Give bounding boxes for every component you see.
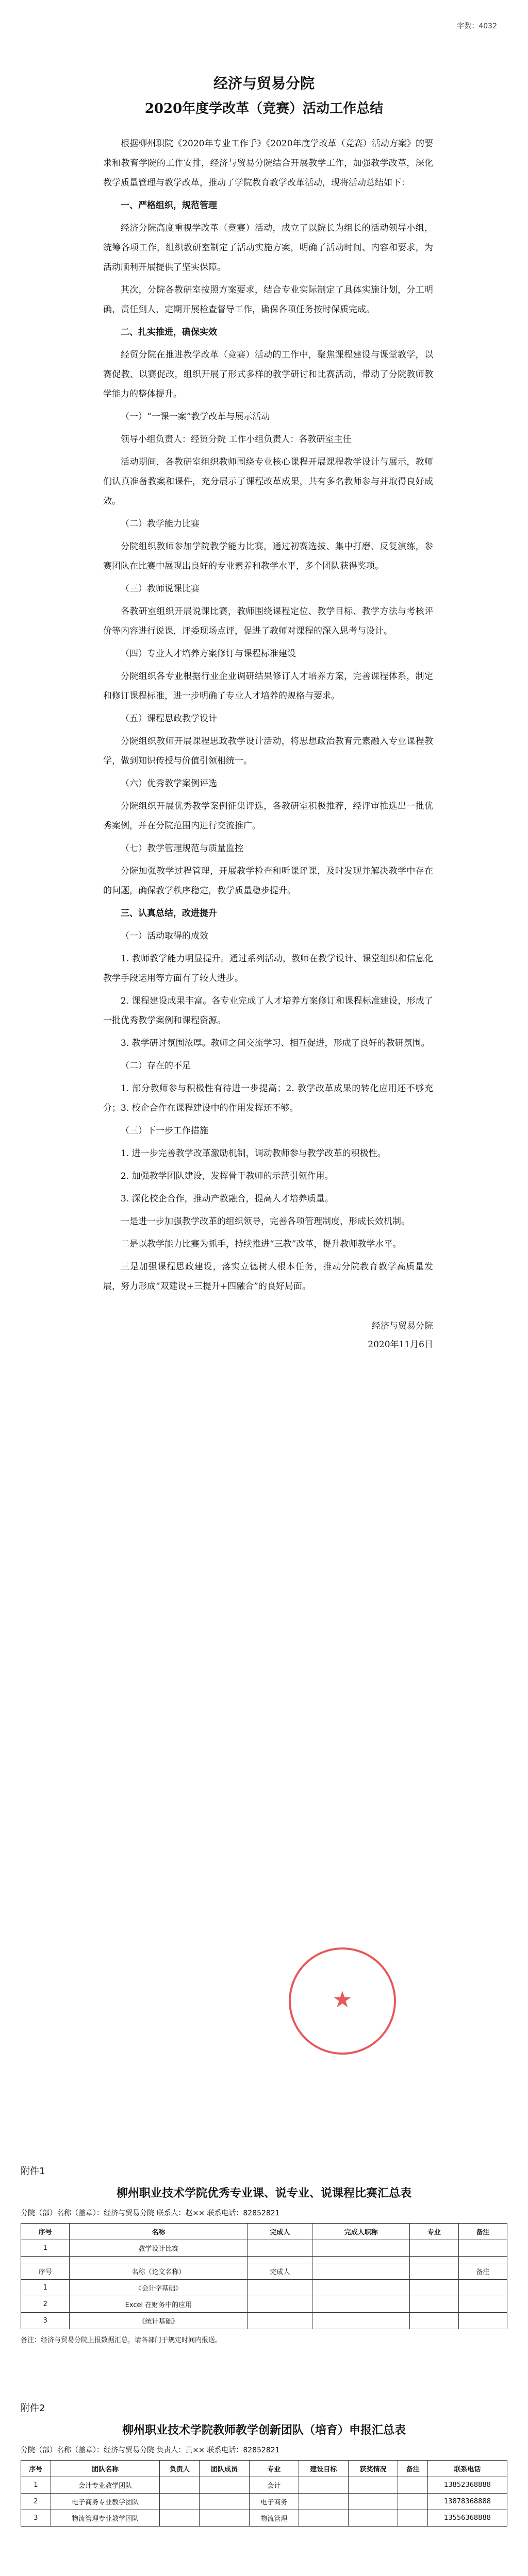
section-heading: 二、扎实推进，确保实效	[121, 327, 217, 337]
body-paragraph: 活动期间，各教研室组织教师围绕专业核心课程开展课程教学设计与展示，教师们认真准备教案和课件，充分展示了课程改革成果，共有多名教师参与并取得良好成效。	[103, 457, 433, 506]
table-cell	[312, 2280, 410, 2296]
body-paragraph: （四）专业人才培养方案修订与课程标准建设	[121, 649, 296, 659]
column-header: 备注	[398, 2461, 428, 2477]
table-row	[21, 2280, 507, 2296]
column-header: 名称	[70, 2224, 248, 2240]
table-cell: 3	[21, 2510, 51, 2527]
table-cell	[398, 2494, 428, 2510]
body-paragraph: 一是进一步加强教学改革的组织领导，完善各项管理制度，形成长效机制。	[121, 1216, 410, 1227]
table-cell: 13556368888	[428, 2510, 507, 2527]
summary-body	[103, 134, 433, 1354]
column-header: 获奖情况	[349, 2461, 398, 2477]
column-header: 完成人职称	[312, 2224, 410, 2240]
table-cell: 1	[21, 2280, 70, 2296]
table-row	[21, 2263, 507, 2280]
body-paragraph: 其次，分院各教研室按照方案要求，结合专业实际制定了具体实施计划，分工明确，责任到人，定期开展检查督导工作，确保各项任务按时保质完成。	[103, 285, 433, 315]
column-header: 负责人	[160, 2461, 200, 2477]
table-title: 柳州职业技术学院优秀专业课、说专业、说课程比赛汇总表	[116, 2187, 411, 2200]
body-paragraph: 2. 加强教学团队建设，发挥骨干教师的示范引领作用。	[121, 1171, 334, 1181]
column-header: 序号	[21, 2461, 51, 2477]
column-header: 团队成员	[200, 2461, 249, 2477]
table-cell: 会计	[249, 2477, 299, 2494]
table-cell	[299, 2477, 348, 2494]
table-cell	[200, 2477, 249, 2494]
table-row	[21, 2240, 507, 2257]
org-name: 经济与贸易分院	[213, 75, 315, 92]
table-cell: 物流管理专业教学团队	[51, 2510, 160, 2527]
column-header: 联系电话	[428, 2461, 507, 2477]
body-paragraph: （五）课程思政教学设计	[121, 714, 217, 724]
table-cell: 电子商务	[249, 2494, 299, 2510]
section-heading: 一、严格组织，规范管理	[121, 200, 217, 211]
document-title: 2020年度学改革（竞赛）活动工作总结	[144, 101, 384, 116]
table-row	[21, 2296, 507, 2313]
table-cell: 13878368888	[428, 2494, 507, 2510]
official-seal	[289, 1947, 396, 2055]
body-paragraph: 分院组织开展优秀教学案例征集评选，各教研室积极推荐，经评审推选出一批优秀案例，并在分院范围内进行交流推广。	[103, 801, 433, 831]
attachment-section	[21, 2164, 507, 2344]
table-cell: 名称（论文名称）	[70, 2263, 248, 2280]
table-cell	[458, 2313, 507, 2329]
table-meta: 分院（部）名称（盖章）：经济与贸易分院 联系人：赵×× 联系电话：82852821	[21, 2209, 280, 2217]
table-cell	[410, 2313, 458, 2329]
word-count-mark: 字数：4032	[457, 22, 497, 30]
column-header: 专业	[249, 2461, 299, 2477]
body-paragraph: 经济分院高度重视学改革（竞赛）活动，成立了以院长为组长的活动领导小组，统筹各项工作，组织教研室制定了活动实施方案，明确了活动时间、内容和要求，为活动顺利开展提供了坚实保障。	[103, 223, 433, 273]
table-cell	[349, 2494, 398, 2510]
body-paragraph: 3. 深化校企合作，推动产教融合，提高人才培养质量。	[121, 1194, 334, 1204]
table-cell: 《统计基础》	[70, 2313, 248, 2329]
table-row	[21, 2510, 507, 2527]
body-paragraph: （三）下一步工作措施	[121, 1126, 208, 1136]
table-cell: 1	[21, 2477, 51, 2494]
table-cell	[398, 2510, 428, 2527]
table-row	[21, 2313, 507, 2329]
table-cell	[410, 2280, 458, 2296]
body-paragraph: （七）教学管理规范与质量监控	[121, 843, 243, 854]
body-paragraph: 分院加强教学过程管理，开展教学检查和听课评课，及时发现并解决教学中存在的问题，确保教学秩序稳定，教学质量稳步提升。	[103, 866, 433, 896]
table-cell	[248, 2296, 312, 2313]
column-header: 建设目标	[299, 2461, 348, 2477]
table-header-row	[21, 2224, 507, 2240]
table-cell	[160, 2494, 200, 2510]
body-paragraph: 三是加强课程思政建设，落实立德树人根本任务，推动分院教育教学高质量发展，努力形成“双建设+三提升+四融合”的良好局面。	[103, 1262, 433, 1292]
table-row	[21, 2257, 507, 2263]
table-meta: 分院（部）名称（盖章）：经济与贸易分院 负责人：黄×× 联系电话：82852821	[21, 2446, 280, 2454]
table-cell	[160, 2477, 200, 2494]
table-cell	[200, 2510, 249, 2527]
column-header: 序号	[21, 2224, 70, 2240]
table-cell	[458, 2296, 507, 2313]
signature-org: 经济与贸易分院	[372, 1321, 433, 1331]
body-paragraph: 根据柳州职院《2020年专业工作手》《2020年度学改革（竞赛）活动方案》的要求和教育学院的工作安排，经济与贸易分院结合开展教学工作，加强教学改革，深化教学质量管理与教学改革，推动了学院教育教学改革活动，现将活动总结如下：	[103, 139, 433, 188]
section-heading: 三、认真总结，改进提升	[121, 908, 217, 919]
table-cell: 2	[21, 2296, 70, 2313]
table-cell	[299, 2494, 348, 2510]
body-paragraph: 1. 部分教师参与积极性有待进一步提高；2. 教学改革成果的转化应用还不够充分；3. 校企合作在课程建设中的作用发挥还不够。	[103, 1083, 433, 1113]
table-cell	[200, 2494, 249, 2510]
body-paragraph: 各教研室组织开展说课比赛，教师围绕课程定位、教学目标、教学方法与考核评价等内容进行说课，评委现场点评，促进了教师对课程的深入思考与设计。	[103, 606, 433, 636]
body-paragraph: 二是以教学能力比赛为抓手，持续推进“三教”改革，提升教师教学水平。	[121, 1239, 402, 1249]
table-cell	[299, 2510, 348, 2527]
attachment-label: 附件2	[21, 2403, 45, 2414]
body-paragraph: 领导小组负责人：经贸分院 工作小组负责人：各教研室主任	[121, 434, 352, 445]
body-paragraph: 分院组织各专业根据行业企业调研结果修订人才培养方案，完善课程体系，制定和修订课程标准，进一步明确了专业人才培养的规格与要求。	[103, 671, 433, 701]
table-title: 柳州职业技术学院教师教学创新团队（培育）申报汇总表	[122, 2424, 406, 2437]
table-cell	[410, 2296, 458, 2313]
table-cell	[248, 2257, 312, 2263]
body-paragraph: 分院组织教师开展课程思政教学设计活动，将思想政治教育元素融入专业课程教学，做到知识传授与价值引领相统一。	[103, 736, 433, 766]
body-paragraph: 3. 教学研讨氛围浓厚。教师之间交流学习、相互促进，形成了良好的教研氛围。	[121, 1038, 430, 1048]
table-header-row	[21, 2461, 507, 2477]
table-cell: 教学设计比赛	[70, 2240, 248, 2257]
body-paragraph: 1. 进一步完善教学改革激励机制，调动教师参与教学改革的积极性。	[121, 1148, 386, 1159]
table-cell	[312, 2263, 410, 2280]
body-paragraph: 经贸分院在推进教学改革（竞赛）活动的工作中，聚焦课程建设与课堂教学，以赛促教、以赛促改，组织开展了形式多样的教学研讨和比赛活动，带动了分院教师教学能力的整体提升。	[103, 350, 433, 399]
body-paragraph: （六）优秀教学案例评选	[121, 778, 217, 789]
body-paragraph: （二）存在的不足	[121, 1061, 191, 1071]
table-cell	[160, 2510, 200, 2527]
table-cell	[458, 2257, 507, 2263]
signature-block	[103, 1317, 433, 1354]
summary-table	[21, 2223, 507, 2329]
table-row	[21, 2494, 507, 2510]
table-cell	[349, 2510, 398, 2527]
paragraph-list	[103, 134, 433, 1296]
table-cell: 1	[21, 2240, 70, 2257]
body-paragraph: （一）活动取得的成效	[121, 931, 208, 941]
table-cell	[458, 2280, 507, 2296]
body-paragraph: 分院组织教师参加学院教学能力比赛，通过初赛选拔、集中打磨、反复演练，参赛团队在比赛中展现出良好的专业素养和教学水平，多个团队获得奖项。	[103, 541, 433, 571]
table-cell: 备注	[458, 2263, 507, 2280]
column-header: 团队名称	[51, 2461, 160, 2477]
table-cell	[248, 2313, 312, 2329]
table-cell	[410, 2263, 458, 2280]
body-paragraph: 2. 课程建设成果丰富。各专业完成了人才培养方案修订和课程标准建设，形成了一批优秀教学案例和课程资源。	[103, 996, 433, 1026]
table-cell	[312, 2257, 410, 2263]
table-cell	[312, 2313, 410, 2329]
table-cell: 《会计学基础》	[70, 2280, 248, 2296]
attachment-label: 附件1	[21, 2166, 45, 2177]
table-cell	[21, 2257, 70, 2263]
table-cell: 2	[21, 2494, 51, 2510]
table-cell: 13852368888	[428, 2477, 507, 2494]
table-cell	[458, 2240, 507, 2257]
table-cell	[312, 2296, 410, 2313]
table-cell	[349, 2477, 398, 2494]
body-paragraph: （二）教学能力比赛	[121, 519, 200, 529]
table-cell	[70, 2257, 248, 2263]
column-header: 完成人	[248, 2224, 312, 2240]
summary-table	[21, 2460, 507, 2527]
attachment-section	[21, 2401, 507, 2527]
table-cell	[398, 2477, 428, 2494]
table-cell: 3	[21, 2313, 70, 2329]
body-paragraph: （三）教师说课比赛	[121, 584, 200, 594]
table-cell	[312, 2240, 410, 2257]
table-cell	[248, 2240, 312, 2257]
signature-date: 2020年11月6日	[368, 1340, 433, 1350]
body-paragraph: 1. 教师教学能力明显提升。通过系列活动，教师在教学设计、课堂组织和信息化教学手段运用等方面有了较大进步。	[103, 954, 433, 984]
table-cell: Excel 在财务中的应用	[70, 2296, 248, 2313]
table-cell: 电子商务专业教学团队	[51, 2494, 160, 2510]
title-block	[0, 72, 528, 117]
table-cell	[410, 2257, 458, 2263]
body-paragraph: （一）“一课一案”教学改革与展示活动	[121, 412, 270, 422]
table-cell	[248, 2280, 312, 2296]
table-cell: 会计专业教学团队	[51, 2477, 160, 2494]
table-cell: 序号	[21, 2263, 70, 2280]
table-row	[21, 2477, 507, 2494]
table-cell	[410, 2240, 458, 2257]
table-cell: 物流管理	[249, 2510, 299, 2527]
column-header: 专业	[410, 2224, 458, 2240]
column-header: 备注	[458, 2224, 507, 2240]
table-cell: 完成人	[248, 2263, 312, 2280]
table-note: 备注：经济与贸易分院上报数据汇总，请各部门于规定时间内报送。	[21, 2336, 222, 2344]
